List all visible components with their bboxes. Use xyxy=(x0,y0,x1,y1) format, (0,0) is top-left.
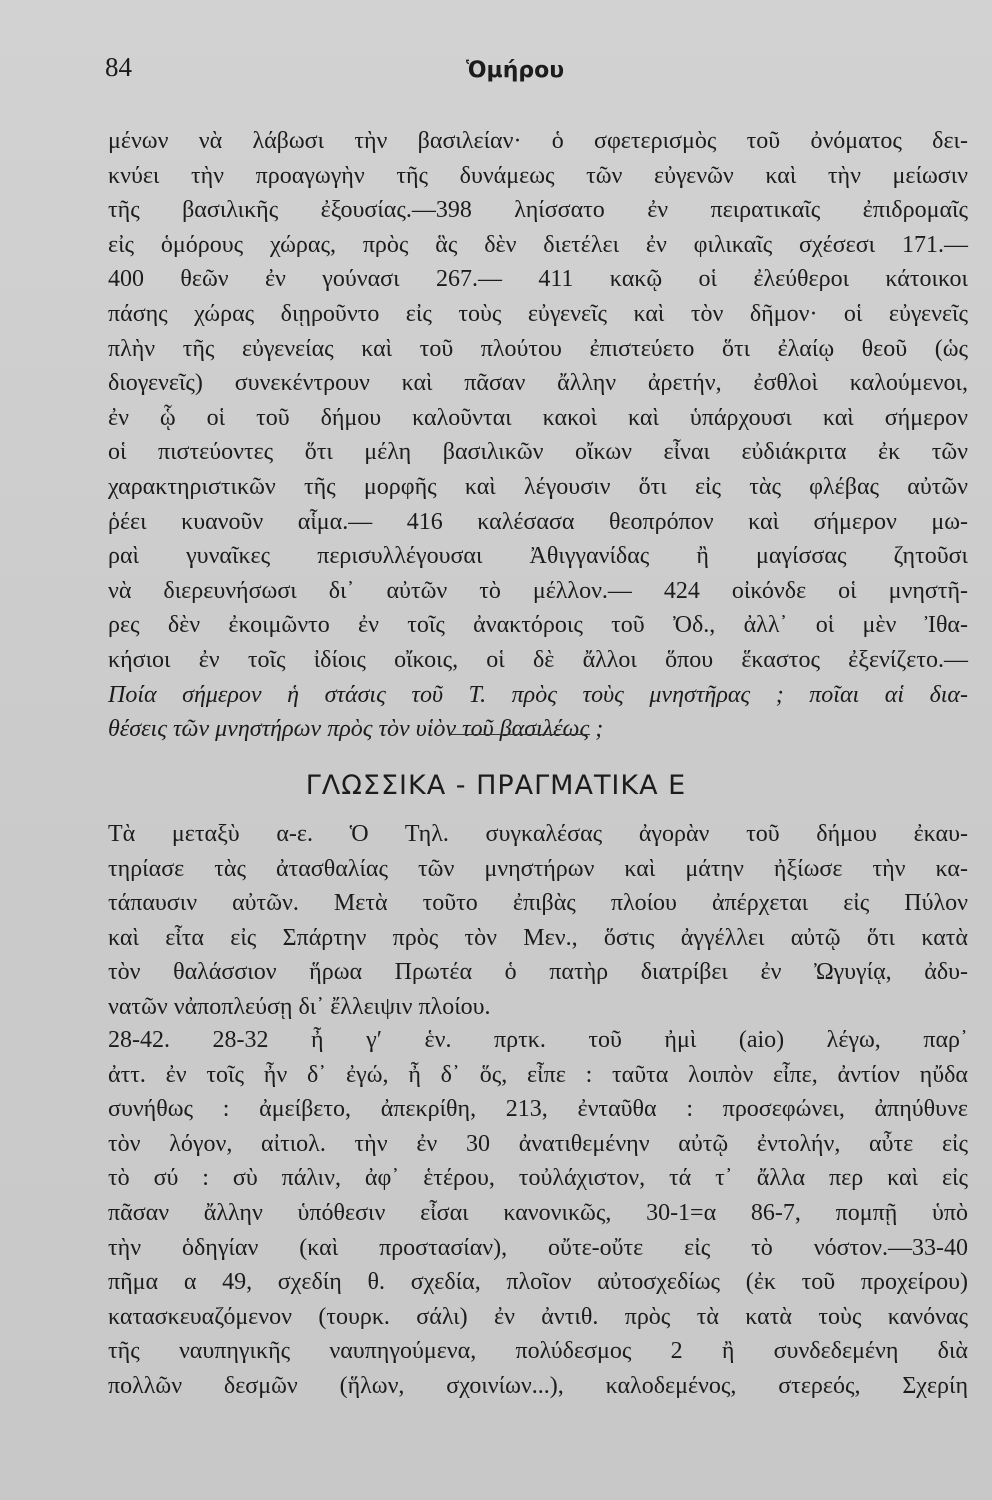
text-line: τάπαυσιν αὐτῶν. Μετὰ τοῦτο ἐπιβὰς πλοίου ἀπέρχεται εἰς Πύλον xyxy=(108,890,968,917)
text-line: ραὶ γυναῖκες περισυλλέγουσαι Ἀθιγγανίδας ἢ μαγίσσας ζητοῦσι xyxy=(108,543,968,570)
text-line: ῥέει κυανοῦν αἷμα.— 416 καλέσασα θεοπρόπον καὶ σήμερον μω- xyxy=(108,508,968,535)
text-line: τῆς ναυπηγικῆς ναυπηγούμενα, πολύδεσμος 2 ἢ συνδεδεμένη διὰ xyxy=(108,1338,968,1365)
commentary-paragraph-2 xyxy=(108,1023,968,1404)
page-header xyxy=(0,0,992,110)
text-line: τὸν λόγον, αἰτιολ. τὴν ἐν 30 ἀνατιθεμένην αὐτῷ ἐντολήν, αὖτε εἰς xyxy=(108,1130,968,1157)
summary-paragraph xyxy=(108,817,968,1025)
running-head: Ὁμήρου xyxy=(466,58,565,83)
text-line: οἱ πιστεύοντες ὅτι μέλη βασιλικῶν οἴκων εἶναι εὐδιάκριτα ἐκ τῶν xyxy=(108,439,968,466)
text-line: κατασκευαζόμενον (τουρκ. σάλι) ἐν ἀντιθ. πρὸς τὰ κατὰ τοὺς κανόνας xyxy=(108,1303,968,1330)
text-line: κνύει τὴν προαγωγὴν τῆς δυνάμεως τῶν εὐγενῶν καὶ τὴν μείωσιν xyxy=(108,162,968,189)
text-line: ἀττ. ἐν τοῖς ἦν δ᾽ ἐγώ, ἦ δ᾽ ὅς, εἶπε : ταῦτα λοιπὸν εἶπε, ἀντίον ηὔδα xyxy=(108,1061,968,1088)
section-divider xyxy=(450,734,590,735)
section-title: ΓΛΩΣΣΙΚΑ - ΠΡΑΓΜΑΤΙΚΑ Ε xyxy=(305,770,687,801)
text-line: χαρακτηριστικῶν τῆς μορφῆς καὶ λέγουσιν ὅτι εἰς τὰς φλέβας αὐτῶν xyxy=(108,473,968,500)
commentary-paragraph-1 xyxy=(108,124,968,747)
text-line: ἐν ᾧ οἱ τοῦ δήμου καλοῦνται κακοὶ καὶ ὑπάρχουσι καὶ σήμερον xyxy=(108,404,968,431)
text-line: συνήθως : ἀμείβετο, ἀπεκρίθη, 213, ἐνταῦθα : προσεφώνει, ἀπηύθυνε xyxy=(108,1096,968,1123)
text-line: 28-42. 28-32 ἦ γ′ ἑν. πρτκ. τοῦ ἠμὶ (aio) λέγω, παρ᾽ xyxy=(108,1027,968,1053)
text-line: πάσης χώρας διῃροῦντο εἰς τοὺς εὐγενεῖς καὶ τὸν δῆμον· οἱ εὐγενεῖς xyxy=(108,300,968,327)
text-line: κήσιοι ἐν τοῖς ἰδίοις οἴκοις, οἱ δὲ ἄλλοι ὅπου ἕκαστος ἐξενίζετο.— xyxy=(108,646,968,673)
text-line: τὸν θαλάσσιον ἥρωα Πρωτέα ὁ πατὴρ διατρίβει ἐν Ὠγυγίᾳ, ἀδυ- xyxy=(108,959,968,986)
text-line: μένων νὰ λάβωσι τὴν βασιλείαν· ὁ σφετερισμὸς τοῦ ὀνόματος δει- xyxy=(108,128,968,154)
text-line: εἰς ὁμόρους χώρας, πρὸς ἃς δὲν διετέλει ἐν φιλικαῖς σχέσεσι 171.— xyxy=(108,231,968,258)
text-line: τὸ σύ : σὺ πάλιν, ἀφ᾽ ἑτέρου, τοὐλάχιστον, τά τ᾽ ἄλλα περ καὶ εἰς xyxy=(108,1165,968,1192)
question-line: θέσεις τῶν μνηστήρων πρὸς τὸν υἱὸν τοῦ βασιλέως ; xyxy=(108,716,604,743)
text-line: 400 θεῶν ἐν γούνασι 267.— 411 κακῷ οἱ ἐλεύθεροι κάτοικοι xyxy=(108,266,968,293)
text-line: τῆς βασιλικῆς ἐξουσίας.—398 ληίσσατο ἐν πειρατικαῖς ἐπιδρομαῖς xyxy=(108,197,968,224)
question-line: Ποία σήμερον ἡ στάσις τοῦ Τ. πρὸς τοὺς μνηστῆρας ; ποῖαι αἱ δια- xyxy=(108,681,968,708)
text-line: πλὴν τῆς εὐγενείας καὶ τοῦ πλούτου ἐπιστεύετο ὅτι ἐλαίῳ θεοῦ (ὡς xyxy=(108,335,968,362)
text-line: νατῶν νἀποπλεύσῃ δι᾽ ἔλλειψιν πλοίου. xyxy=(108,993,491,1020)
text-line: τηρίασε τὰς ἀτασθαλίας τῶν μνηστήρων καὶ μάτην ἠξίωσε τὴν κα- xyxy=(108,855,968,882)
text-line: διογενεῖς) συνεκέντρουν καὶ πᾶσαν ἄλλην ἀρετήν, ἐσθλοὶ καλούμενοι, xyxy=(108,370,968,397)
text-line: πολλῶν δεσμῶν (ἥλων, σχοινίων...), καλοδεμένος, στερεός, Σχερίη xyxy=(108,1372,968,1399)
text-line: πῆμα α 49, σχεδίη θ. σχεδία, πλοῖον αὐτοσχεδίως (ἐκ τοῦ προχείρου) xyxy=(108,1269,968,1296)
text-line: καὶ εἶτα εἰς Σπάρτην πρὸς τὸν Μεν., ὅστις ἀγγέλλει αὐτῷ ὅτι κατὰ xyxy=(108,924,968,951)
text-line: νὰ διερευνήσωσι δι᾽ αὐτῶν τὸ μέλλον.— 424 οἰκόνδε οἱ μνηστῆ- xyxy=(108,577,968,604)
text-line: πᾶσαν ἄλλην ὑπόθεσιν εἶσαι κανονικῶς, 30-1=α 86-7, πομπῇ ὑπὸ xyxy=(108,1199,968,1226)
text-line: Τὰ μεταξὺ α-ε. Ὁ Τηλ. συγκαλέσας ἀγορὰν τοῦ δήμου ἐκαυ- xyxy=(108,821,968,847)
text-line: τὴν ὁδηγίαν (καὶ προστασίαν), οὔτε-οὔτε εἰς τὸ νόστον.—33-40 xyxy=(108,1234,968,1261)
page-number: 84 xyxy=(105,52,132,82)
text-line: ρες δὲν ἐκοιμῶντο ἐν τοῖς ἀνακτόροις τοῦ Ὀδ., ἀλλ᾽ οἱ μὲν Ἰθα- xyxy=(108,612,968,639)
